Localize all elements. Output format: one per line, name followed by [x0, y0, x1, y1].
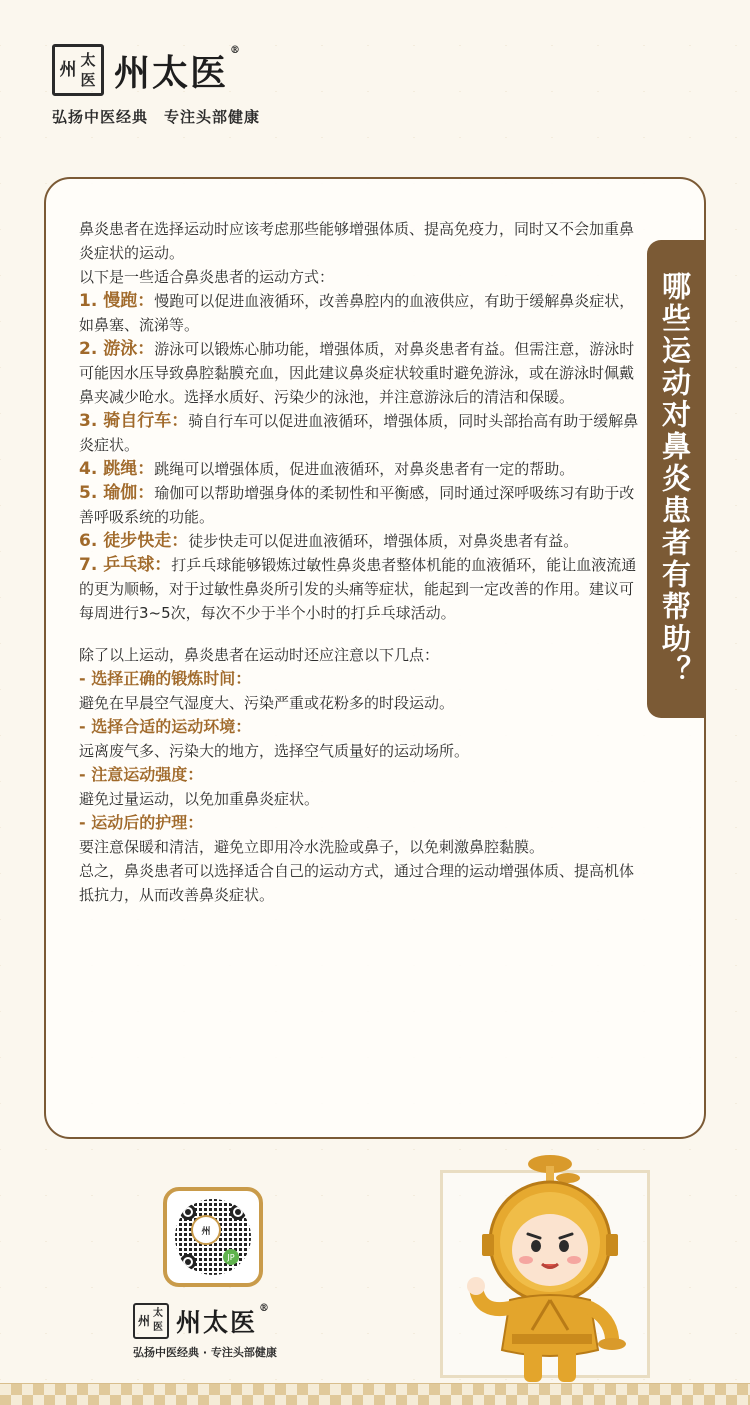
- note-title: - 选择合适的运动环境：: [79, 717, 252, 736]
- list-item: 3. 骑自行车：骑自行车可以促进血液循环，增强体质，同时头部抬高有助于缓解鼻炎症状。: [79, 411, 639, 454]
- brand-name: 州太医®: [114, 44, 243, 94]
- footer-brand: [133, 1303, 277, 1360]
- brand-logo-icon: 州 太 医: [52, 44, 104, 96]
- note-body: 要注意保暖和清洁，避免立即用冷水洗脸或鼻子，以免刺激鼻腔黏膜。: [79, 838, 545, 856]
- article-card: [44, 177, 706, 1139]
- header-brand: [52, 44, 260, 127]
- side-title: 哪些运动对鼻炎患者有帮助？: [658, 271, 692, 687]
- list-item: 1. 慢跑：慢跑可以促进血液循环，改善鼻腔内的血液供应，有助于缓解鼻炎症状，如鼻塞、流涕等。: [79, 291, 635, 334]
- intro-lead: 以下是一些适合鼻炎患者的运动方式：: [79, 268, 335, 286]
- qr-logo-icon: 州: [191, 1215, 221, 1245]
- mascot-icon: [458, 1150, 638, 1390]
- list-item: 7. 乒乓球：打乒乓球能够锻炼过敏性鼻炎患者整体机能的血液循环，能让血液流通的更为顺畅，对于过敏性鼻炎所引发的头痛等症状，能起到一定改善的作用。建议可每周进行3~5次，每次不少于半个小时的打乒乓球活动。: [79, 555, 637, 622]
- notes-intro: 除了以上运动，鼻炎患者在运动时还应注意以下几点：: [79, 646, 440, 664]
- note-title: - 注意运动强度：: [79, 765, 204, 784]
- footer-brand-name: 州太医 ®: [176, 1303, 272, 1337]
- brand-slogan: 弘扬中医经典 专注头部健康: [52, 108, 261, 126]
- article-content: [79, 217, 639, 907]
- list-item: 5. 瑜伽：瑜伽可以帮助增强身体的柔韧性和平衡感，同时通过深呼吸练习有助于改善呼吸系统的功能。: [79, 483, 635, 526]
- note-title: - 运动后的护理：: [79, 813, 204, 832]
- list-item: 6. 徒步快走：徒步快走可以促进血液循环，增强体质，对鼻炎患者有益。: [79, 531, 579, 551]
- list-item: 4. 跳绳：跳绳可以增强体质，促进血液循环，对鼻炎患者有一定的帮助。: [79, 459, 575, 479]
- qr-badge-icon: JP: [223, 1249, 239, 1265]
- note-body: 远离废气多、污染大的地方，选择空气质量好的运动场所。: [79, 742, 470, 760]
- intro-paragraph: 鼻炎患者在选择运动时应该考虑那些能够增强体质、提高免疫力，同时又不会加重鼻炎症状的运动。: [79, 220, 635, 262]
- note-title: - 选择正确的锻炼时间：: [79, 669, 252, 688]
- bottom-border-pattern: [0, 1383, 750, 1405]
- summary-paragraph: 总之，鼻炎患者可以选择适合自己的运动方式，通过合理的运动增强体质、提高机体抵抗力，从而改善鼻炎症状。: [79, 862, 635, 904]
- list-item: 2. 游泳：游泳可以锻炼心肺功能，增强体质，对鼻炎患者有益。但需注意，游泳时可能因水压导致鼻腔黏膜充血，因此建议鼻炎症状较重时避免游泳，或在游泳时佩戴鼻夹减少呛水。选择水质好、污染少的泳池，并注意游泳后的清洁和保暖。: [79, 339, 635, 406]
- footer-logo-icon: 州 太 医: [133, 1303, 169, 1339]
- qr-code[interactable]: [163, 1187, 263, 1287]
- footer-slogan: 弘扬中医经典 · 专注头部健康: [133, 1346, 277, 1359]
- note-body: 避免在早晨空气湿度大、污染严重或花粉多的时段运动。: [79, 694, 455, 712]
- side-title-tab: [647, 240, 704, 718]
- note-body: 避免过量运动，以免加重鼻炎症状。: [79, 790, 320, 808]
